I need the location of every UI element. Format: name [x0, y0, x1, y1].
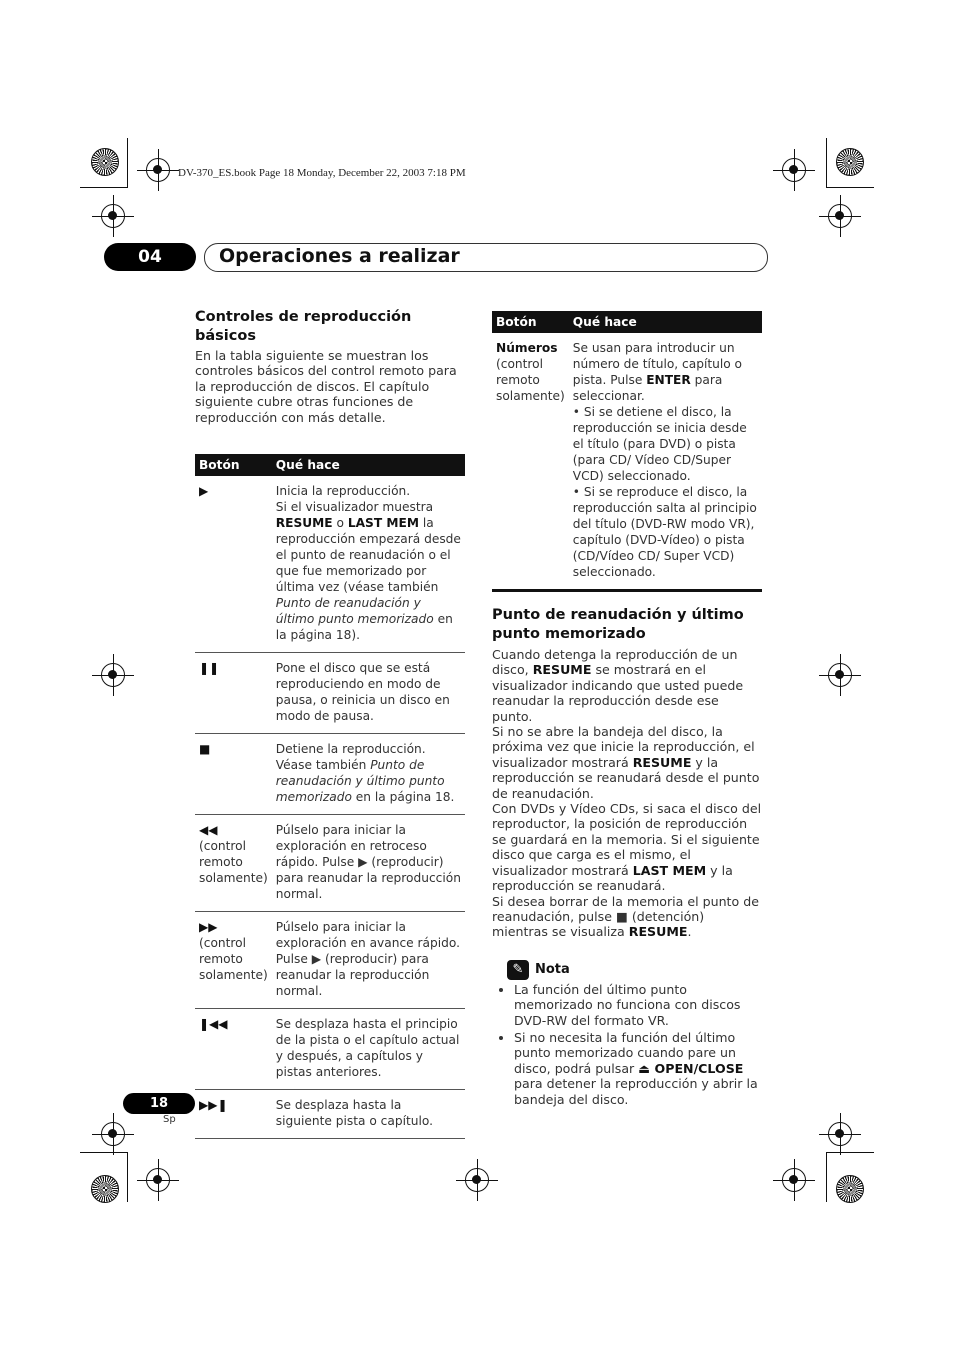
table-row	[195, 815, 465, 912]
crop-line	[826, 138, 827, 188]
note-list	[492, 982, 762, 1107]
registration-star-bottom-left	[91, 1175, 119, 1203]
crop-line	[127, 138, 128, 188]
registration-star-top-right	[836, 148, 864, 176]
crosshair-mark	[828, 663, 852, 687]
note-label: Nota	[535, 961, 570, 977]
chapter-title: Operaciones a realizar	[219, 245, 460, 267]
section-intro: En la tabla siguiente se muestran los controles básicos del control remoto para la reproducción de discos. El capítulo siguiente cubre otras funciones de reproducción con más detalle.	[195, 348, 457, 425]
row-description: Púlselo para iniciar la exploración en retroceso rápido. Pulse ▶ (reproducir) para reanudar la reproducción normal.	[272, 815, 465, 912]
row-description: Pone el disco que se está reproduciendo en modo de pausa, o reinicia un disco en modo de pausa.	[272, 653, 465, 734]
table-row	[195, 653, 465, 734]
table-row	[195, 1009, 465, 1090]
crosshair-mark	[782, 158, 806, 182]
resume-paragraph: Cuando detenga la reproducción de un disco, RESUME se mostrará en el visualizador indicando que usted puede reanudar la reproducción desde ese punto.	[492, 647, 744, 724]
list-item: • Si no necesita la función del último punto memorizado cuando pare un disco, podrá pulsar ⏏ OPEN/CLOSE para detener la reproducción y abrir la bandeja del disco.	[514, 1030, 762, 1107]
book-info-line: DV-370_ES.book Page 18 Monday, December 22, 2003 7:18 PM	[178, 167, 466, 179]
table-row	[195, 912, 465, 1009]
resume-paragraph: Si desea borrar de la memoria el punto de reanudación, pulse ■ (detención) mientras se visualiza RESUME.	[492, 893, 759, 940]
resume-heading: Punto de reanudación y último punto memorizado	[492, 607, 744, 642]
table-row	[195, 476, 465, 653]
row-description: Se desplaza hasta la siguiente pista o capítulo.	[272, 1090, 465, 1139]
row-description: Inicia la reproducción. Si el visualizador muestra RESUME o LAST MEM la reproducción empezará desde el punto de reanudación o el que fue memorizado por última vez (véase también Punto de reanudación y último punto memorizado en la página 18).	[272, 476, 465, 653]
crop-line	[80, 187, 128, 188]
column-header-action: Qué hace	[272, 454, 465, 476]
crop-line	[826, 187, 874, 188]
crop-line	[80, 1152, 128, 1153]
pause-icon: ❚❚	[195, 653, 272, 734]
resume-paragraph: Con DVDs y Vídeo CDs, si saca el disco del reproductor, la posición de reproducción se guardará en la memoria. Si el siguiente disco que carga es el mismo, el visualizador mostrará LAST MEM y la reproducción se reanudará.	[492, 801, 762, 894]
column-header-action: Qué hace	[569, 311, 762, 333]
page-number: 18	[123, 1093, 195, 1114]
numbers-sub: (control remoto solamente)	[496, 357, 565, 403]
skip-next-icon: ▶▶❚	[195, 1090, 272, 1139]
rewind-icon: ◀◀ (control remoto solamente)	[195, 815, 272, 912]
crosshair-mark	[101, 204, 125, 228]
pencil-icon: ✎	[507, 960, 529, 980]
numbers-cell	[492, 333, 569, 591]
numbers-label: Números	[496, 341, 558, 355]
row-description: Púlselo para iniciar la exploración en avance rápido. Pulse ▶ (reproducir) para reanudar la reproducción normal.	[272, 912, 465, 1009]
table-row	[492, 333, 762, 591]
column-header-button: Botón	[195, 454, 272, 476]
crop-line	[127, 1152, 128, 1202]
crosshair-mark	[146, 1168, 170, 1192]
left-column	[195, 308, 465, 1139]
crop-line	[826, 1152, 874, 1153]
language-code: Sp	[163, 1114, 176, 1125]
chapter-title-box	[204, 243, 768, 272]
crosshair-mark	[465, 1168, 489, 1192]
crosshair-mark	[782, 1168, 806, 1192]
fast-forward-icon: ▶▶ (control remoto solamente)	[195, 912, 272, 1009]
note-header	[492, 960, 762, 982]
crosshair-mark	[146, 158, 170, 182]
numbers-table	[492, 311, 762, 592]
crosshair-mark	[101, 663, 125, 687]
resume-paragraph: Si no se abre la bandeja del disco, la próxima vez que inicie la reproducción, el visualizador mostrará RESUME y la reproducción se reanudará desde el punto de reanudación.	[492, 724, 760, 801]
row-description: Detiene la reproducción. Véase también Punto de reanudación y último punto memorizado en la página 18.	[272, 734, 465, 815]
crosshair-mark	[101, 1122, 125, 1146]
right-column	[492, 311, 762, 1109]
chapter-number: 04	[104, 243, 196, 271]
table-row	[195, 1090, 465, 1139]
row-description: Se usan para introducir un número de título, capítulo o pista. Pulse ENTER para seleccionar. • Si se detiene el disco, la reproducción se inicia desde el título (para DVD) o pista (para CD/ Vídeo CD/Super VCD) seleccionado. • Si se reproduce el disco, la reproducción salta al principio del título (DVD-RW modo VR), capítulo (DVD-Vídeo) o pista (CD/Vídeo CD/ Super VCD) seleccionado.	[569, 333, 762, 591]
registration-star-top-left	[91, 148, 119, 176]
controls-table	[195, 454, 465, 1139]
crosshair-mark	[828, 1122, 852, 1146]
section-heading: Controles de reproducción básicos	[195, 309, 412, 344]
skip-previous-icon: ❚◀◀	[195, 1009, 272, 1090]
crosshair-mark	[828, 204, 852, 228]
row-description: Se desplaza hasta el principio de la pista o el capítulo actual y después, a capítulos y pistas anteriores.	[272, 1009, 465, 1090]
registration-star-bottom-right	[836, 1175, 864, 1203]
column-header-button: Botón	[492, 311, 569, 333]
crop-line	[826, 1152, 827, 1202]
table-row	[195, 734, 465, 815]
stop-icon: ■	[195, 734, 272, 815]
list-item: • La función del último punto memorizado no funciona con discos DVD-RW del formato VR.	[514, 982, 762, 1028]
play-icon: ▶	[195, 476, 272, 653]
